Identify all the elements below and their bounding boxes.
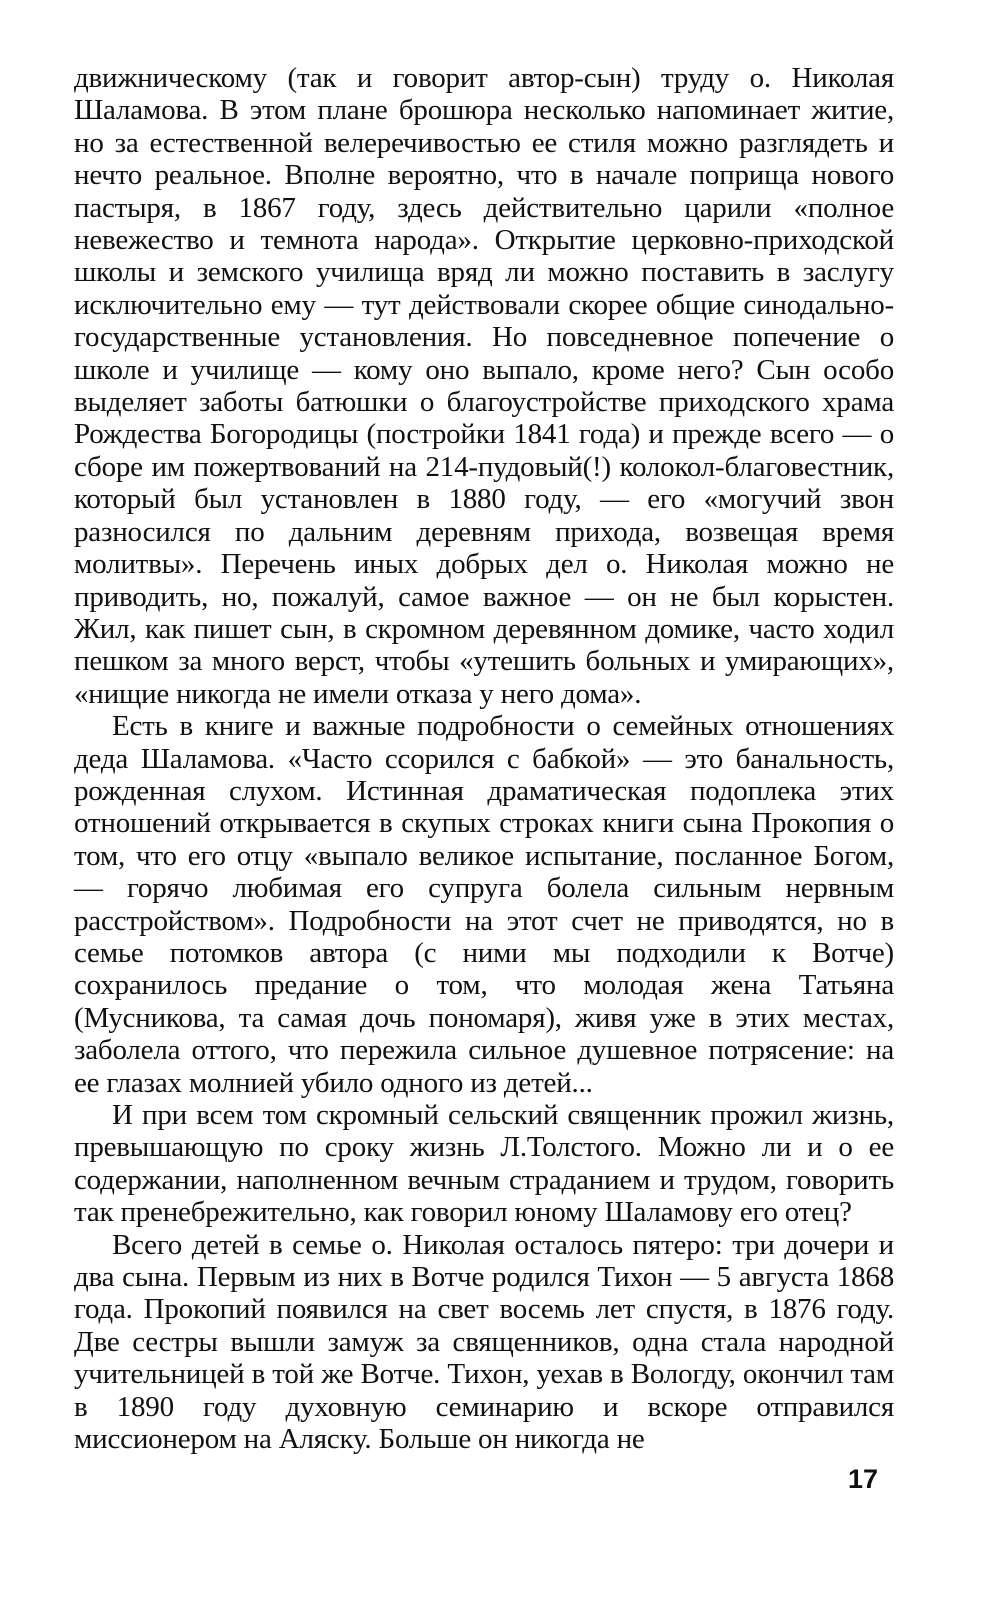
body-text [74,62,894,1455]
paragraph-family-relations: Есть в книге и важные подробности о семейных отношениях деда Шаламова. «Часто ссорился с бабкой» — это банальность, рожденная слухом. Истинная драматическая подоплека этих отношений открывается в скупых строках книги сына Прокопия о том, что его отцу «выпало великое испытание, посланное Богом, — горячо любимая его супруга болела сильным нервным расстройством». Подробности на этот счет не приводятся, но в семье потомков автора (с ними мы подходили к Вотче) сохранилось предание о том, что молодая жена Татьяна (Мусникова, та самая дочь пономаря), живя уже в этих местах, заболела оттого, что пережила сильное душевное потрясение: на ее глазах молнией убило одного из детей... [74,710,894,1099]
paragraph-children: Всего детей в семье о. Николая осталось пятеро: три дочери и два сына. Первым из них в Вотче родился Тихон — 5 августа 1868 года. Прокопий появился на свет восемь лет спустя, в 1876 году. Две сестры вышли замуж за священников, одна стала народной учительницей в той же Вотче. Тихон, уехав в Вологду, окончил там в 1890 году духовную семинарию и вскоре отправился миссионером на Аляску. Больше он никогда не [74,1228,894,1456]
paragraph-priest-life: И при всем том скромный сельский священник прожил жизнь, превышающую по сроку жизнь Л.Толстого. Можно ли и о ее содержании, наполненном вечным страданием и трудом, говорить так пренебрежительно, как говорил юному Шаламову его отец? [74,1099,894,1229]
paragraph-continuation: движническому (так и говорит автор-сын) труду о. Николая Шаламова. В этом плане брошюра несколько напоминает житие, но за естественной велеречивостью ее стиля можно разглядеть и нечто реальное. Вполне вероятно, что в начале поприща нового пастыря, в 1867 году, здесь действительно царили «полное невежество и темнота народа». Открытие церковно-приходской школы и земского училища вряд ли можно поставить в заслугу исключительно ему — тут действовали скорее общие синодально-государственные установления. Но повседневное попечение о школе и училище — кому оно выпало, кроме него? Сын особо выделяет заботы батюшки о благоустройстве приходского храма Рождества Богородицы (постройки 1841 года) и прежде всего — о сборе им пожертвований на 214-пудовый(!) колокол-благовестник, который был установлен в 1880 году, — его «могучий звон разносился по дальним деревням прихода, возвещая время молитвы». Перечень иных добрых дел о. Николая можно не приводить, но, пожалуй, самое важное — он не был корыстен. Жил, как пишет сын, в скромном деревянном домике, часто ходил пешком за много верст, чтобы «утешить больных и умирающих», «нищие никогда не имели отказа у него дома». [74,62,894,710]
page-number: 17 [847,1464,878,1494]
